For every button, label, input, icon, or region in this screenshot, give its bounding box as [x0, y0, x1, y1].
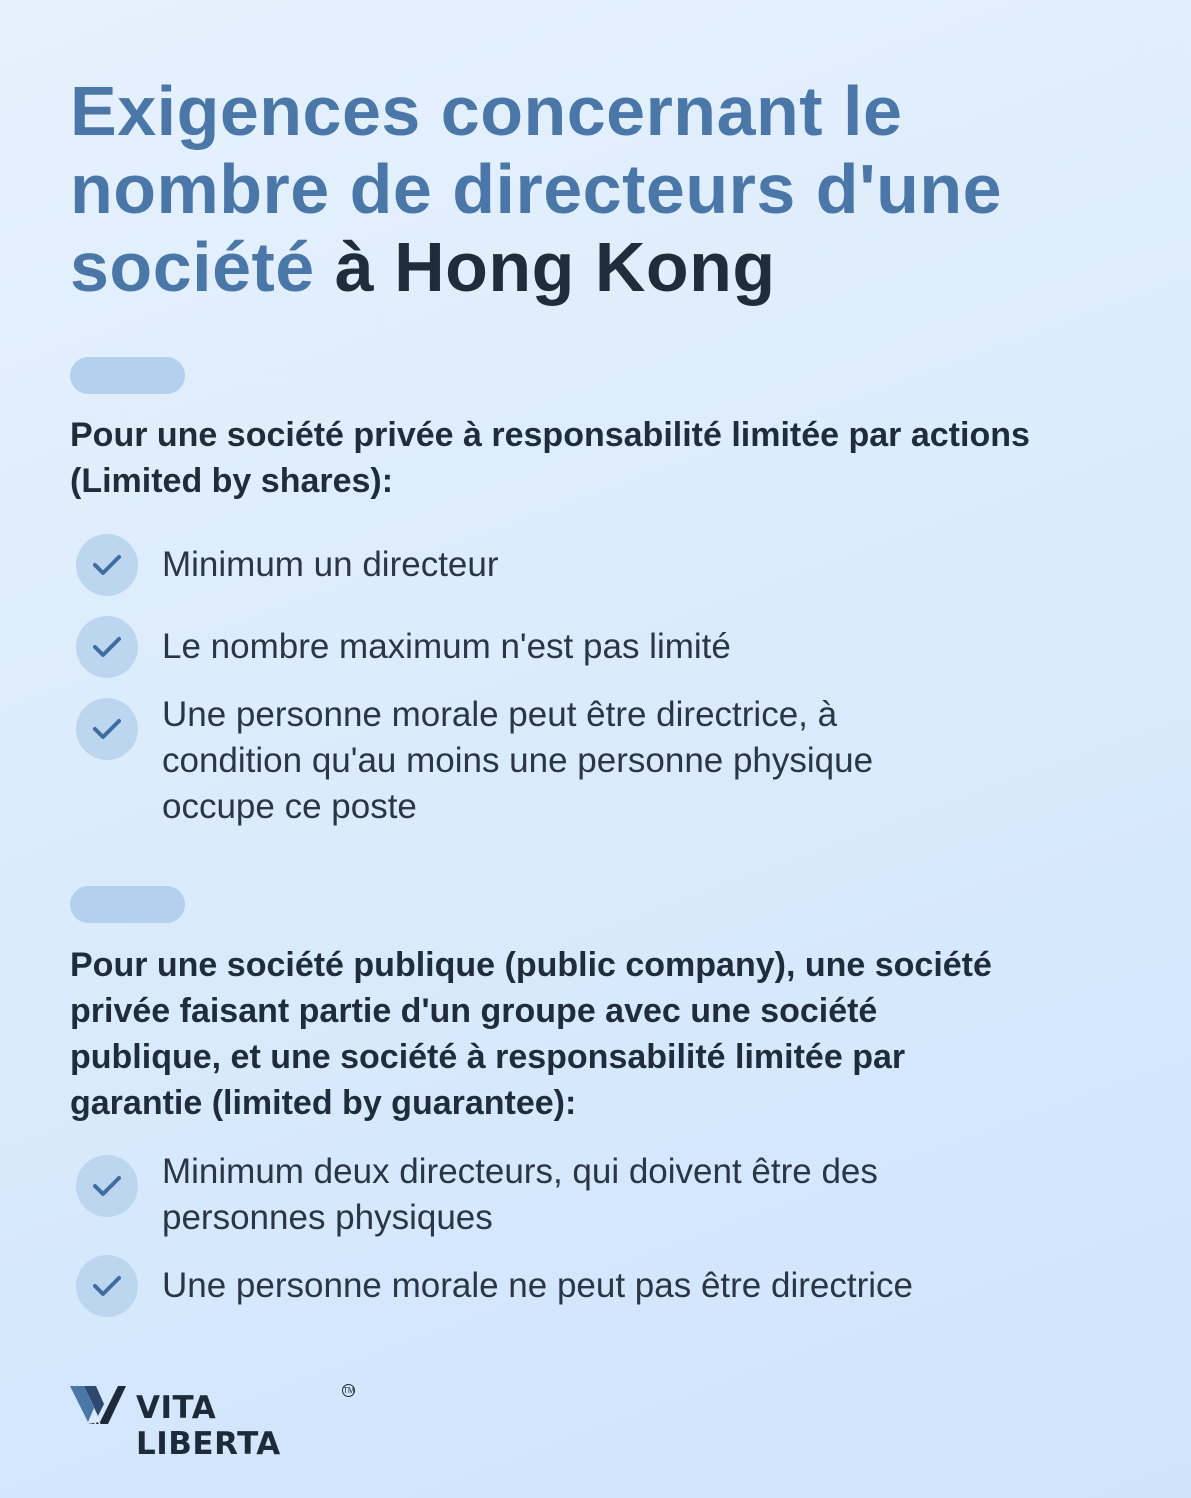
check-icon: [76, 534, 138, 596]
page-title: [70, 72, 1150, 306]
brand-logo: [70, 1384, 370, 1462]
list-item-text: Le nombre maximum n'est pas limité: [162, 627, 731, 666]
check-icon: [76, 1155, 138, 1217]
list-item-text: Une personne morale peut être directrice, à condition qu'au moins une personne physique occupe ce poste: [162, 695, 874, 826]
check-icon: [76, 616, 138, 678]
section-1-heading: Pour une société privée à responsabilité limitée par actions (Limited by shares):: [70, 416, 1030, 500]
list-item-text: Une personne morale ne peut pas être directrice: [162, 1266, 913, 1305]
list-item-text: Minimum deux directeurs, qui doivent être des personnes physiques: [162, 1152, 878, 1237]
section-2-heading: Pour une société publique (public company), une société privée faisant partie d'un groupe avec une société publique, et une société à responsabilité limitée par garantie (limited by guarantee):: [70, 946, 992, 1122]
check-icon: [76, 698, 138, 760]
check-icon: [76, 1255, 138, 1317]
list-item-text: Minimum un directeur: [162, 545, 499, 584]
section-1-pill: [70, 357, 185, 394]
title-dark-part: à Hong Kong: [334, 228, 776, 306]
title-blue-part: Exigences concernant le nombre de directeurs d'une société: [70, 72, 1003, 306]
section-2-pill: [70, 886, 185, 923]
vita-liberta-logo-icon: [70, 1384, 126, 1426]
trademark-symbol: TM: [343, 1386, 355, 1395]
brand-name: VITA LIBERTA: [136, 1390, 281, 1462]
